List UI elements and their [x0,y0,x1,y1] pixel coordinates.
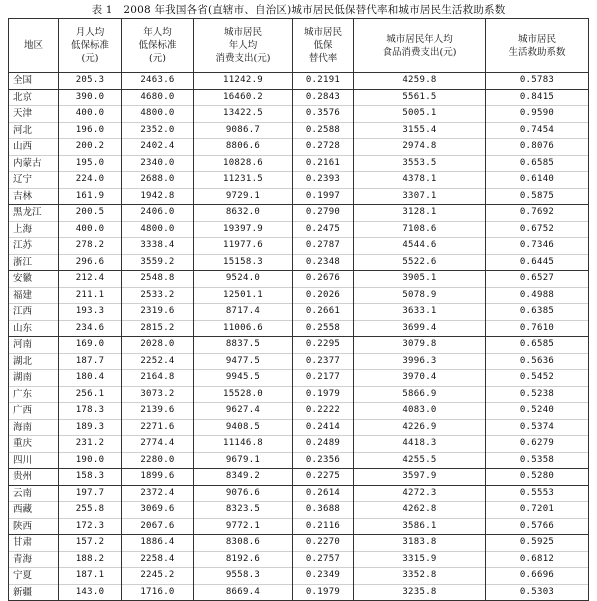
column-header-region [9,19,59,73]
value-cell: 2139.6 [122,403,194,420]
value-cell: 0.5374 [486,419,589,436]
value-cell: 195.0 [59,155,122,172]
value-cell: 0.2275 [293,469,354,486]
column-header-line: 年人均 [143,27,172,38]
value-cell: 2352.0 [122,122,194,139]
value-cell: 2245.2 [122,568,194,585]
column-header-relief-coefficient [486,19,589,73]
value-cell: 0.2191 [293,73,354,90]
value-cell: 0.5240 [486,403,589,420]
value-cell: 0.7346 [486,238,589,255]
value-cell: 180.4 [59,370,122,387]
value-cell: 11146.8 [194,436,293,453]
value-cell: 0.5925 [486,535,589,552]
value-cell: 200.5 [59,205,122,222]
value-cell: 16460.2 [194,89,293,106]
column-header-line: 年人均 [228,40,258,51]
region-cell: 贵州 [9,469,59,486]
table-row [9,452,589,469]
value-cell: 0.2843 [293,89,354,106]
value-cell: 8308.6 [194,535,293,552]
value-cell: 0.5875 [486,188,589,205]
value-cell: 9679.1 [194,452,293,469]
value-cell: 3128.1 [354,205,486,222]
value-cell: 1886.4 [122,535,194,552]
value-cell: 158.3 [59,469,122,486]
table-row [9,172,589,189]
table-row [9,122,589,139]
region-cell: 青海 [9,551,59,568]
value-cell: 390.0 [59,89,122,106]
region-cell: 海南 [9,419,59,436]
value-cell: 0.1979 [293,584,354,601]
table-row [9,73,589,90]
value-cell: 1716.0 [122,584,194,601]
table-row [9,485,589,502]
table-row [9,106,589,123]
column-header-line: 消费支出(元) [215,53,271,64]
value-cell: 8669.4 [194,584,293,601]
value-cell: 4262.8 [354,502,486,519]
value-cell: 2067.6 [122,518,194,535]
table-row [9,320,589,337]
value-cell: 190.0 [59,452,122,469]
value-cell: 161.9 [59,188,122,205]
value-cell: 8837.5 [194,337,293,354]
value-cell: 187.1 [59,568,122,585]
value-cell: 0.2790 [293,205,354,222]
value-cell: 0.3576 [293,106,354,123]
value-cell: 2164.8 [122,370,194,387]
value-cell: 0.2348 [293,254,354,271]
column-header-line: 低保标准 [70,40,109,51]
value-cell: 4800.0 [122,106,194,123]
region-cell: 云南 [9,485,59,502]
value-cell: 3069.6 [122,502,194,519]
table-row [9,568,589,585]
value-cell: 3079.8 [354,337,486,354]
value-cell: 0.6527 [486,271,589,288]
table-row [9,271,589,288]
value-cell: 2463.6 [122,73,194,90]
region-cell: 上海 [9,221,59,238]
table-row [9,518,589,535]
value-cell: 3559.2 [122,254,194,271]
value-cell: 15528.0 [194,386,293,403]
value-cell: 200.2 [59,139,122,156]
value-cell: 9729.1 [194,188,293,205]
value-cell: 4680.0 [122,89,194,106]
value-cell: 4544.6 [354,238,486,255]
value-cell: 2340.0 [122,155,194,172]
value-cell: 0.6812 [486,551,589,568]
column-header-replacement-rate [293,19,354,73]
value-cell: 0.2377 [293,353,354,370]
table-row [9,370,589,387]
value-cell: 0.6752 [486,221,589,238]
value-cell: 2548.8 [122,271,194,288]
region-cell: 四川 [9,452,59,469]
value-cell: 4418.3 [354,436,486,453]
table-row [9,89,589,106]
region-cell: 新疆 [9,584,59,601]
value-cell: 9772.1 [194,518,293,535]
value-cell: 0.4988 [486,287,589,304]
value-cell: 0.2356 [293,452,354,469]
value-cell: 2372.4 [122,485,194,502]
region-cell: 内蒙古 [9,155,59,172]
column-header-food-expenditure [354,19,486,73]
value-cell: 157.2 [59,535,122,552]
value-cell: 0.2349 [293,568,354,585]
region-cell: 河南 [9,337,59,354]
value-cell: 0.5303 [486,584,589,601]
value-cell: 3905.1 [354,271,486,288]
value-cell: 0.2614 [293,485,354,502]
region-cell: 湖北 [9,353,59,370]
region-cell: 山东 [9,320,59,337]
region-cell: 山西 [9,139,59,156]
region-cell: 黑龙江 [9,205,59,222]
value-cell: 3970.4 [354,370,486,387]
value-cell: 0.7201 [486,502,589,519]
table-row [9,419,589,436]
table-row [9,139,589,156]
value-cell: 3338.4 [122,238,194,255]
value-cell: 3633.1 [354,304,486,321]
value-cell: 4226.9 [354,419,486,436]
value-cell: 8192.6 [194,551,293,568]
value-cell: 11231.5 [194,172,293,189]
value-cell: 2974.8 [354,139,486,156]
value-cell: 3155.4 [354,122,486,139]
value-cell: 3352.8 [354,568,486,585]
value-cell: 1942.8 [122,188,194,205]
value-cell: 169.0 [59,337,122,354]
value-cell: 2533.2 [122,287,194,304]
table-row [9,155,589,172]
value-cell: 0.2475 [293,221,354,238]
table-row [9,337,589,354]
column-header-line: 城市居民年人均 [386,33,453,45]
value-cell: 205.3 [59,73,122,90]
value-cell: 9945.5 [194,370,293,387]
value-cell: 0.2177 [293,370,354,387]
table-row [9,304,589,321]
column-header-annual-expenditure [194,19,293,73]
value-cell: 4259.8 [354,73,486,90]
region-cell: 天津 [9,106,59,123]
value-cell: 0.6696 [486,568,589,585]
value-cell: 0.8415 [486,89,589,106]
table-row [9,551,589,568]
value-cell: 187.7 [59,353,122,370]
value-cell: 0.2393 [293,172,354,189]
table-row [9,287,589,304]
region-cell: 江西 [9,304,59,321]
region-cell: 广西 [9,403,59,420]
data-table [8,18,589,601]
value-cell: 211.1 [59,287,122,304]
value-cell: 0.6279 [486,436,589,453]
value-cell: 0.2558 [293,320,354,337]
value-cell: 9627.4 [194,403,293,420]
value-cell: 2252.4 [122,353,194,370]
table-row [9,205,589,222]
value-cell: 234.6 [59,320,122,337]
value-cell: 0.5358 [486,452,589,469]
value-cell: 1899.6 [122,469,194,486]
value-cell: 224.0 [59,172,122,189]
table-row [9,188,589,205]
value-cell: 11977.6 [194,238,293,255]
value-cell: 19397.9 [194,221,293,238]
value-cell: 0.8076 [486,139,589,156]
value-cell: 0.2787 [293,238,354,255]
value-cell: 5866.9 [354,386,486,403]
value-cell: 0.6140 [486,172,589,189]
value-cell: 2815.2 [122,320,194,337]
value-cell: 0.5280 [486,469,589,486]
value-cell: 2406.0 [122,205,194,222]
table-caption: 表 1 2008 年我国各省(直辖市、自治区)城市居民低保替代率和城市居民生活救助系数 [91,4,506,16]
value-cell: 9076.6 [194,485,293,502]
value-cell: 0.2728 [293,139,354,156]
table-row [9,254,589,271]
region-cell: 吉林 [9,188,59,205]
region-cell: 辽宁 [9,172,59,189]
value-cell: 197.7 [59,485,122,502]
value-cell: 12501.1 [194,287,293,304]
table-row [9,221,589,238]
column-header-line: 城市居民 [303,27,342,38]
value-cell: 0.2414 [293,419,354,436]
value-cell: 0.7692 [486,205,589,222]
column-header-line: (元) [149,53,166,64]
value-cell: 0.6585 [486,337,589,354]
value-cell: 3315.9 [354,551,486,568]
column-header-line: 食品消费支出(元) [382,46,457,58]
value-cell: 178.3 [59,403,122,420]
value-cell: 15158.3 [194,254,293,271]
value-cell: 0.2026 [293,287,354,304]
value-cell: 255.8 [59,502,122,519]
value-cell: 0.5766 [486,518,589,535]
value-cell: 8717.4 [194,304,293,321]
column-header-line: 城市居民 [517,33,556,45]
value-cell: 13422.5 [194,106,293,123]
column-header-line: 城市居民 [223,27,262,38]
table-row [9,386,589,403]
value-cell: 0.2588 [293,122,354,139]
value-cell: 0.1979 [293,386,354,403]
value-cell: 0.5636 [486,353,589,370]
value-cell: 188.2 [59,551,122,568]
table-row [9,469,589,486]
value-cell: 0.2661 [293,304,354,321]
value-cell: 296.6 [59,254,122,271]
value-cell: 8806.6 [194,139,293,156]
value-cell: 3553.5 [354,155,486,172]
value-cell: 2319.6 [122,304,194,321]
region-cell: 重庆 [9,436,59,453]
value-cell: 0.6445 [486,254,589,271]
column-header-line: 月人均 [75,27,105,38]
region-cell: 湖南 [9,370,59,387]
value-cell: 5522.6 [354,254,486,271]
column-header-line: 低保标准 [138,40,177,51]
value-cell: 0.2270 [293,535,354,552]
value-cell: 7108.6 [354,221,486,238]
value-cell: 0.2161 [293,155,354,172]
region-cell: 甘肃 [9,535,59,552]
region-cell: 浙江 [9,254,59,271]
value-cell: 4800.0 [122,221,194,238]
value-cell: 0.6385 [486,304,589,321]
table-row [9,584,589,601]
value-cell: 9408.5 [194,419,293,436]
value-cell: 0.2489 [293,436,354,453]
value-cell: 2688.0 [122,172,194,189]
column-header-annual-standard [122,19,194,73]
table-row [9,238,589,255]
value-cell: 3235.8 [354,584,486,601]
value-cell: 2258.4 [122,551,194,568]
region-cell: 广东 [9,386,59,403]
value-cell: 10828.6 [194,155,293,172]
value-cell: 256.1 [59,386,122,403]
table-row [9,502,589,519]
column-header-monthly-standard [59,19,122,73]
value-cell: 3699.4 [354,320,486,337]
column-header-line: (元) [81,53,99,64]
value-cell: 143.0 [59,584,122,601]
value-cell: 2271.6 [122,419,194,436]
value-cell: 0.5452 [486,370,589,387]
region-cell: 全国 [9,73,59,90]
value-cell: 0.2676 [293,271,354,288]
value-cell: 5078.9 [354,287,486,304]
column-header-line: 低保 [313,40,333,51]
value-cell: 3996.3 [354,353,486,370]
value-cell: 9086.7 [194,122,293,139]
region-cell: 北京 [9,89,59,106]
value-cell: 212.4 [59,271,122,288]
value-cell: 9524.0 [194,271,293,288]
value-cell: 4255.5 [354,452,486,469]
value-cell: 8323.5 [194,502,293,519]
value-cell: 2774.4 [122,436,194,453]
value-cell: 400.0 [59,221,122,238]
value-cell: 0.2116 [293,518,354,535]
value-cell: 5561.5 [354,89,486,106]
region-cell: 河北 [9,122,59,139]
table-row [9,353,589,370]
value-cell: 3073.2 [122,386,194,403]
table-row [9,403,589,420]
value-cell: 400.0 [59,106,122,123]
value-cell: 278.2 [59,238,122,255]
value-cell: 2402.4 [122,139,194,156]
value-cell: 231.2 [59,436,122,453]
value-cell: 0.2222 [293,403,354,420]
value-cell: 4083.0 [354,403,486,420]
value-cell: 3183.8 [354,535,486,552]
value-cell: 193.3 [59,304,122,321]
column-header-line: 生活救助系数 [508,46,566,58]
region-cell: 宁夏 [9,568,59,585]
value-cell: 8349.2 [194,469,293,486]
value-cell: 8632.0 [194,205,293,222]
value-cell: 189.3 [59,419,122,436]
value-cell: 196.0 [59,122,122,139]
value-cell: 9558.3 [194,568,293,585]
value-cell: 11006.6 [194,320,293,337]
value-cell: 11242.9 [194,73,293,90]
value-cell: 9477.5 [194,353,293,370]
value-cell: 3586.1 [354,518,486,535]
value-cell: 0.3688 [293,502,354,519]
region-cell: 陕西 [9,518,59,535]
region-cell: 西藏 [9,502,59,519]
value-cell: 0.9590 [486,106,589,123]
value-cell: 0.2295 [293,337,354,354]
table-body [9,73,589,601]
value-cell: 5005.1 [354,106,486,123]
region-cell: 江苏 [9,238,59,255]
region-cell: 安徽 [9,271,59,288]
table-row [9,535,589,552]
value-cell: 0.1997 [293,188,354,205]
value-cell: 4378.1 [354,172,486,189]
value-cell: 0.6585 [486,155,589,172]
header-row [9,19,589,73]
value-cell: 172.3 [59,518,122,535]
value-cell: 0.2757 [293,551,354,568]
value-cell: 2028.0 [122,337,194,354]
column-header-line: 替代率 [308,53,338,64]
value-cell: 0.7610 [486,320,589,337]
value-cell: 0.5553 [486,485,589,502]
region-cell: 福建 [9,287,59,304]
value-cell: 0.7454 [486,122,589,139]
value-cell: 0.5783 [486,73,589,90]
value-cell: 3307.1 [354,188,486,205]
value-cell: 4272.3 [354,485,486,502]
value-cell: 0.5238 [486,386,589,403]
value-cell: 3597.9 [354,469,486,486]
table-row [9,436,589,453]
value-cell: 2280.0 [122,452,194,469]
column-header-line: 地区 [23,40,43,51]
